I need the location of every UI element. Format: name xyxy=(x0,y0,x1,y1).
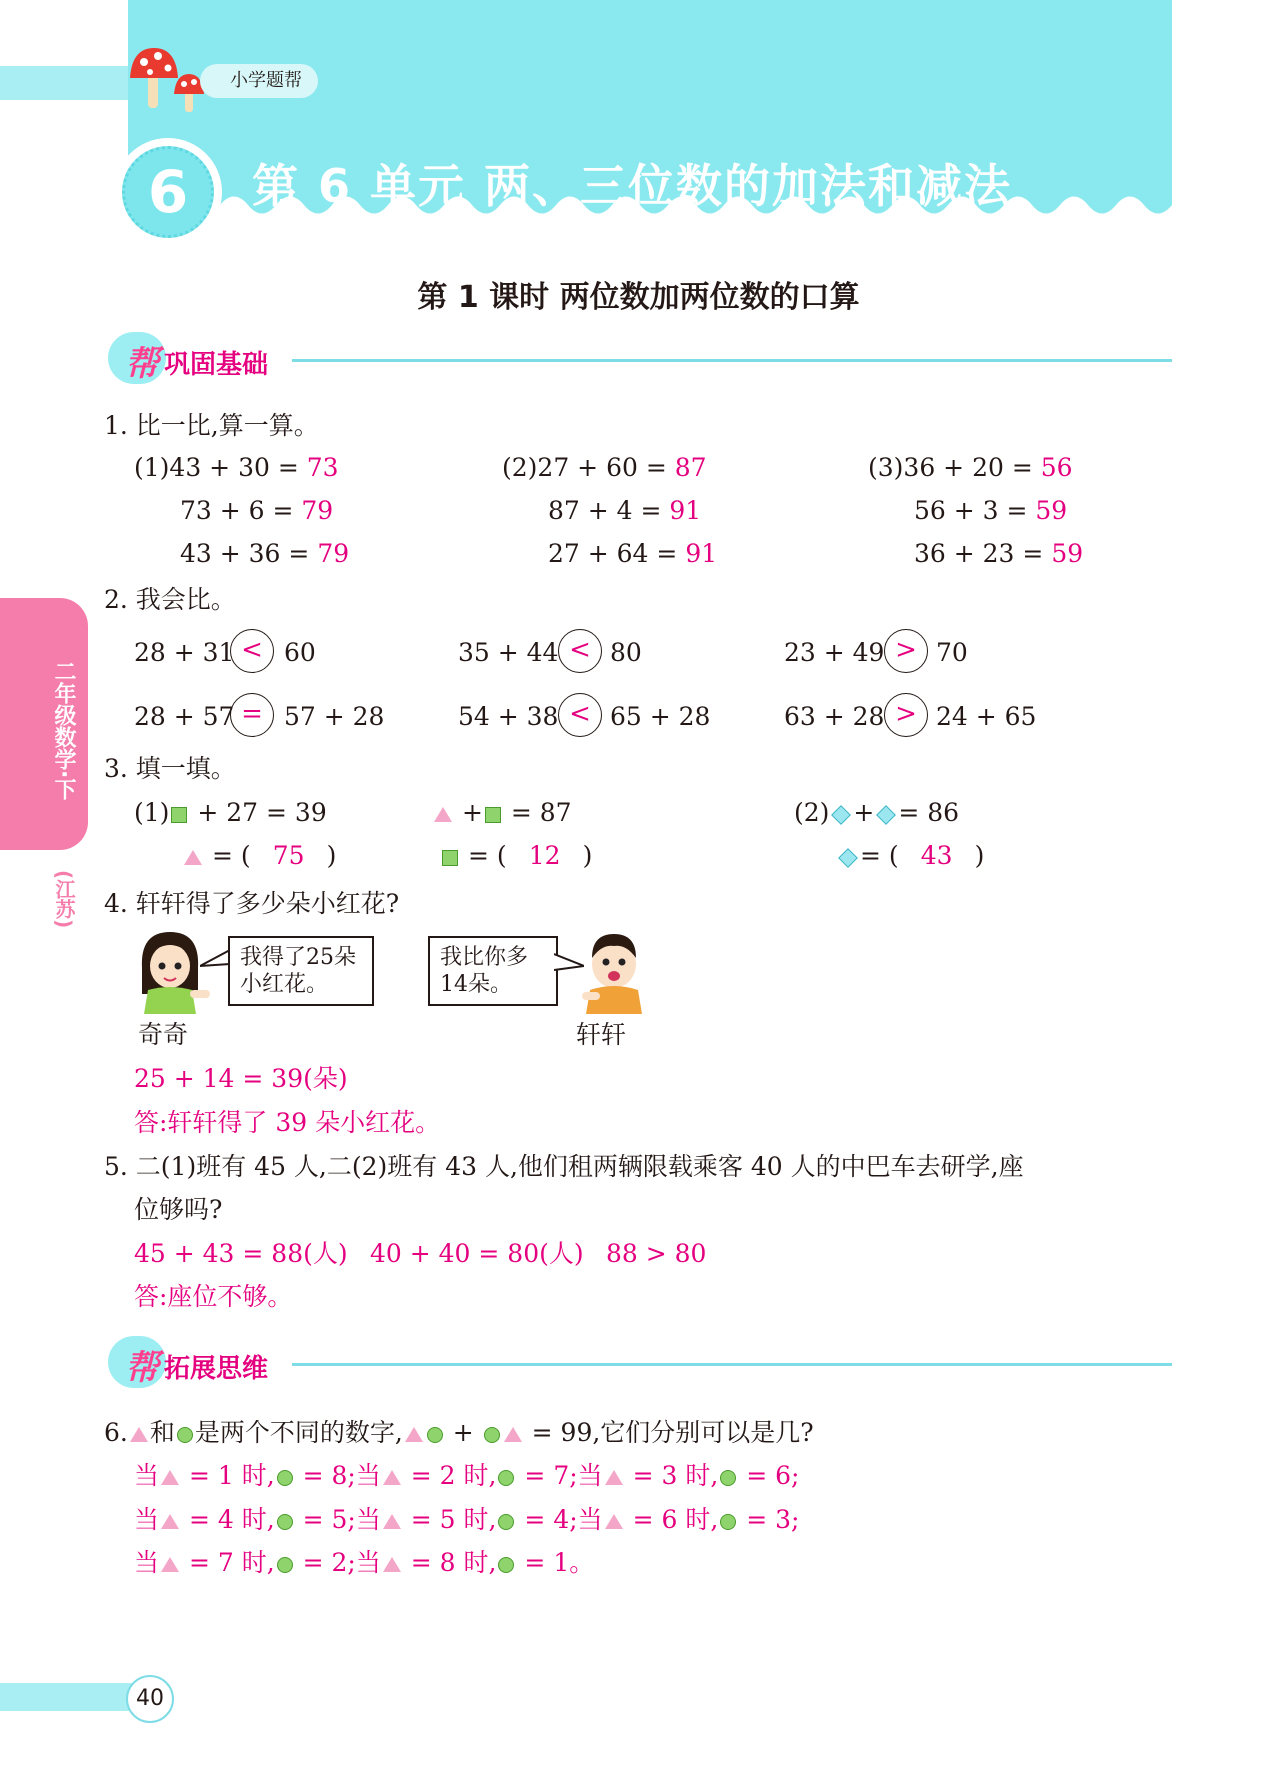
q3-p1-eq1: (1) + 27 = 39 xyxy=(134,798,327,827)
q6-circle-value: = 6; xyxy=(738,1461,800,1490)
q1-group1-row3: 43 + 36 = 79 xyxy=(180,539,350,568)
section-divider xyxy=(292,359,1172,362)
q1-group1-row1: (1)43 + 30 = 73 xyxy=(134,453,339,482)
q6-answer-line-3: 当 = 7 时, = 2;当 = 8 时, = 1。 xyxy=(134,1548,595,1577)
q2-right-1: 60 xyxy=(284,638,316,667)
q2-left-6: 63 + 28 xyxy=(784,702,885,731)
q6-circle-value: = 1。 xyxy=(516,1548,595,1577)
q2-sign-5: < xyxy=(558,693,602,737)
q6-triangle-value: = 8 时, xyxy=(402,1548,497,1577)
q6-triangle-value: = 5 时, xyxy=(402,1505,497,1534)
q1-title: 1. 比一比,算一算。 xyxy=(104,411,319,440)
square-icon xyxy=(485,807,501,823)
q1-group3-row1: (3)36 + 20 = 56 xyxy=(868,453,1073,482)
circle-icon xyxy=(277,1470,293,1486)
triangle-icon xyxy=(383,1470,401,1485)
triangle-icon xyxy=(184,850,202,865)
circle-icon xyxy=(484,1427,500,1443)
q2-right-3: 70 xyxy=(936,638,968,667)
diamond-icon xyxy=(832,805,852,825)
q2-title: 2. 我会比。 xyxy=(104,585,236,614)
q6-circle-value: = 7; xyxy=(516,1461,578,1490)
triangle-icon xyxy=(405,1427,423,1442)
q2-right-6: 24 + 65 xyxy=(936,702,1037,731)
boy-name: 轩轩 xyxy=(576,1020,627,1049)
q2-sign-3: > xyxy=(884,629,928,673)
unit-number: 6 xyxy=(147,158,189,226)
q4-answer-calc: 25 + 14 = 39(朵) xyxy=(134,1064,348,1093)
q6-circle-value: = 8; xyxy=(294,1461,356,1490)
q1-group3-row2: 56 + 3 = 59 xyxy=(914,496,1068,525)
q6-triangle-value: = 1 时, xyxy=(181,1461,275,1490)
boy-speech-bubble: 我比你多 14朵。 xyxy=(428,936,558,1006)
lesson-title: 第 1 课时 两位数加两位数的口算 xyxy=(417,280,860,315)
q6-circle-value: = 2; xyxy=(294,1548,356,1577)
circle-icon xyxy=(498,1557,514,1573)
diamond-icon xyxy=(876,805,896,825)
triangle-icon xyxy=(161,1514,179,1529)
q5-calc-3: 88 > 80 xyxy=(606,1239,707,1268)
triangle-icon xyxy=(383,1514,401,1529)
q2-left-3: 23 + 49 xyxy=(784,638,885,667)
q6-answer-line-2: 当 = 4 时, = 5;当 = 5 时, = 4;当 = 6 时, = 3; xyxy=(134,1505,800,1534)
q5-answer-text: 答:座位不够。 xyxy=(134,1282,293,1311)
section-divider xyxy=(292,1363,1172,1366)
q3-title: 3. 填一填。 xyxy=(104,754,236,783)
triangle-icon xyxy=(130,1427,148,1442)
q2-sign-1: < xyxy=(230,629,274,673)
girl-speech-bubble: 我得了25朵 小红花。 xyxy=(228,936,374,1006)
circle-icon xyxy=(720,1514,736,1530)
circle-icon xyxy=(498,1514,514,1530)
q5-calc-1: 45 + 43 = 88(人) xyxy=(134,1239,348,1268)
q2-sign-2: < xyxy=(558,629,602,673)
q6-circle-value: = 5; xyxy=(294,1505,356,1534)
circle-icon xyxy=(498,1470,514,1486)
q2-sign-4: = xyxy=(230,693,274,737)
q2-right-2: 80 xyxy=(610,638,642,667)
q5-title-line2: 位够吗? xyxy=(134,1195,223,1224)
q2-right-5: 65 + 28 xyxy=(610,702,711,731)
section-icon-char: 帮 xyxy=(125,344,159,384)
q1-group1-row2: 73 + 6 = 79 xyxy=(180,496,334,525)
q6-triangle-value: = 2 时, xyxy=(402,1461,497,1490)
q6-triangle-value: = 3 时, xyxy=(624,1461,719,1490)
q6-circle-value: = 4; xyxy=(516,1505,578,1534)
q1-group2-row2: 87 + 4 = 91 xyxy=(548,496,702,525)
q5-calc-2: 40 + 40 = 80(人) xyxy=(370,1239,584,1268)
q2-left-1: 28 + 31 xyxy=(134,638,235,667)
q3-p2-eq: (2) + = 86 xyxy=(794,798,960,827)
q6-triangle-value: = 7 时, xyxy=(181,1548,275,1577)
speech-tail-icon xyxy=(200,946,230,976)
section-title-basic: 巩固基础 xyxy=(164,350,269,380)
section-icon-char: 帮 xyxy=(125,1348,159,1388)
circle-icon xyxy=(720,1470,736,1486)
q2-left-2: 35 + 44 xyxy=(458,638,559,667)
q6-triangle-value: = 6 时, xyxy=(624,1505,719,1534)
triangle-icon xyxy=(504,1427,522,1442)
page-number: 40 xyxy=(126,1675,174,1723)
q1-group2-row3: 27 + 64 = 91 xyxy=(548,539,718,568)
circle-icon xyxy=(277,1557,293,1573)
triangle-icon xyxy=(605,1514,623,1529)
q6-answer-line-1: 当 = 1 时, = 8;当 = 2 时, = 7;当 = 3 时, = 6; xyxy=(134,1461,800,1490)
q3-dia-answer: = ( 43 ) xyxy=(836,843,984,868)
circle-icon xyxy=(427,1427,443,1443)
circle-icon xyxy=(277,1514,293,1530)
q3-tri-answer: = ( 75 ) xyxy=(182,843,336,868)
boy-xuanxuan-icon xyxy=(578,928,650,1014)
q3-sq-answer: = ( 12 ) xyxy=(440,843,592,868)
q3-p1-eq2: + = 87 xyxy=(432,800,572,825)
unit-title: 第 6 单元 两、三位数的加法和减法 xyxy=(252,159,1013,213)
q2-sign-6: > xyxy=(884,693,928,737)
square-icon xyxy=(442,850,458,866)
q2-left-5: 54 + 38 xyxy=(458,702,559,731)
triangle-icon xyxy=(161,1470,179,1485)
q4-title: 4. 轩轩得了多少朵小红花? xyxy=(104,889,400,918)
diamond-icon xyxy=(838,848,858,868)
q2-left-4: 28 + 57 xyxy=(134,702,235,731)
q5-title-line1: 5. 二(1)班有 45 人,二(2)班有 43 人,他们租两辆限载乘客 40 人的中巴车去研学,座 xyxy=(104,1152,1024,1181)
q1-group2-row1: (2)27 + 60 = 87 xyxy=(502,453,707,482)
q6-circle-value: = 3; xyxy=(738,1505,800,1534)
q1-group3-row3: 36 + 23 = 59 xyxy=(914,539,1084,568)
girl-name: 奇奇 xyxy=(138,1020,189,1049)
q6-triangle-value: = 4 时, xyxy=(181,1505,275,1534)
side-grade-label: 二年级数学·下 xyxy=(51,660,76,801)
q6-title: 6. 和 是两个不同的数字, + = 99,它们分别可以是几? xyxy=(104,1418,814,1447)
section-title-extend: 拓展思维 xyxy=(164,1354,269,1384)
square-icon xyxy=(171,807,187,823)
triangle-icon xyxy=(434,807,452,822)
brand-label: 小学题帮 xyxy=(200,64,318,98)
q2-right-4: 57 + 28 xyxy=(284,702,385,731)
q4-answer-text: 答:轩轩得了 39 朵小红花。 xyxy=(134,1108,441,1137)
side-province-label: (江苏) xyxy=(52,870,76,929)
triangle-icon xyxy=(605,1470,623,1485)
circle-icon xyxy=(177,1427,193,1443)
triangle-icon xyxy=(383,1557,401,1572)
triangle-icon xyxy=(161,1557,179,1572)
